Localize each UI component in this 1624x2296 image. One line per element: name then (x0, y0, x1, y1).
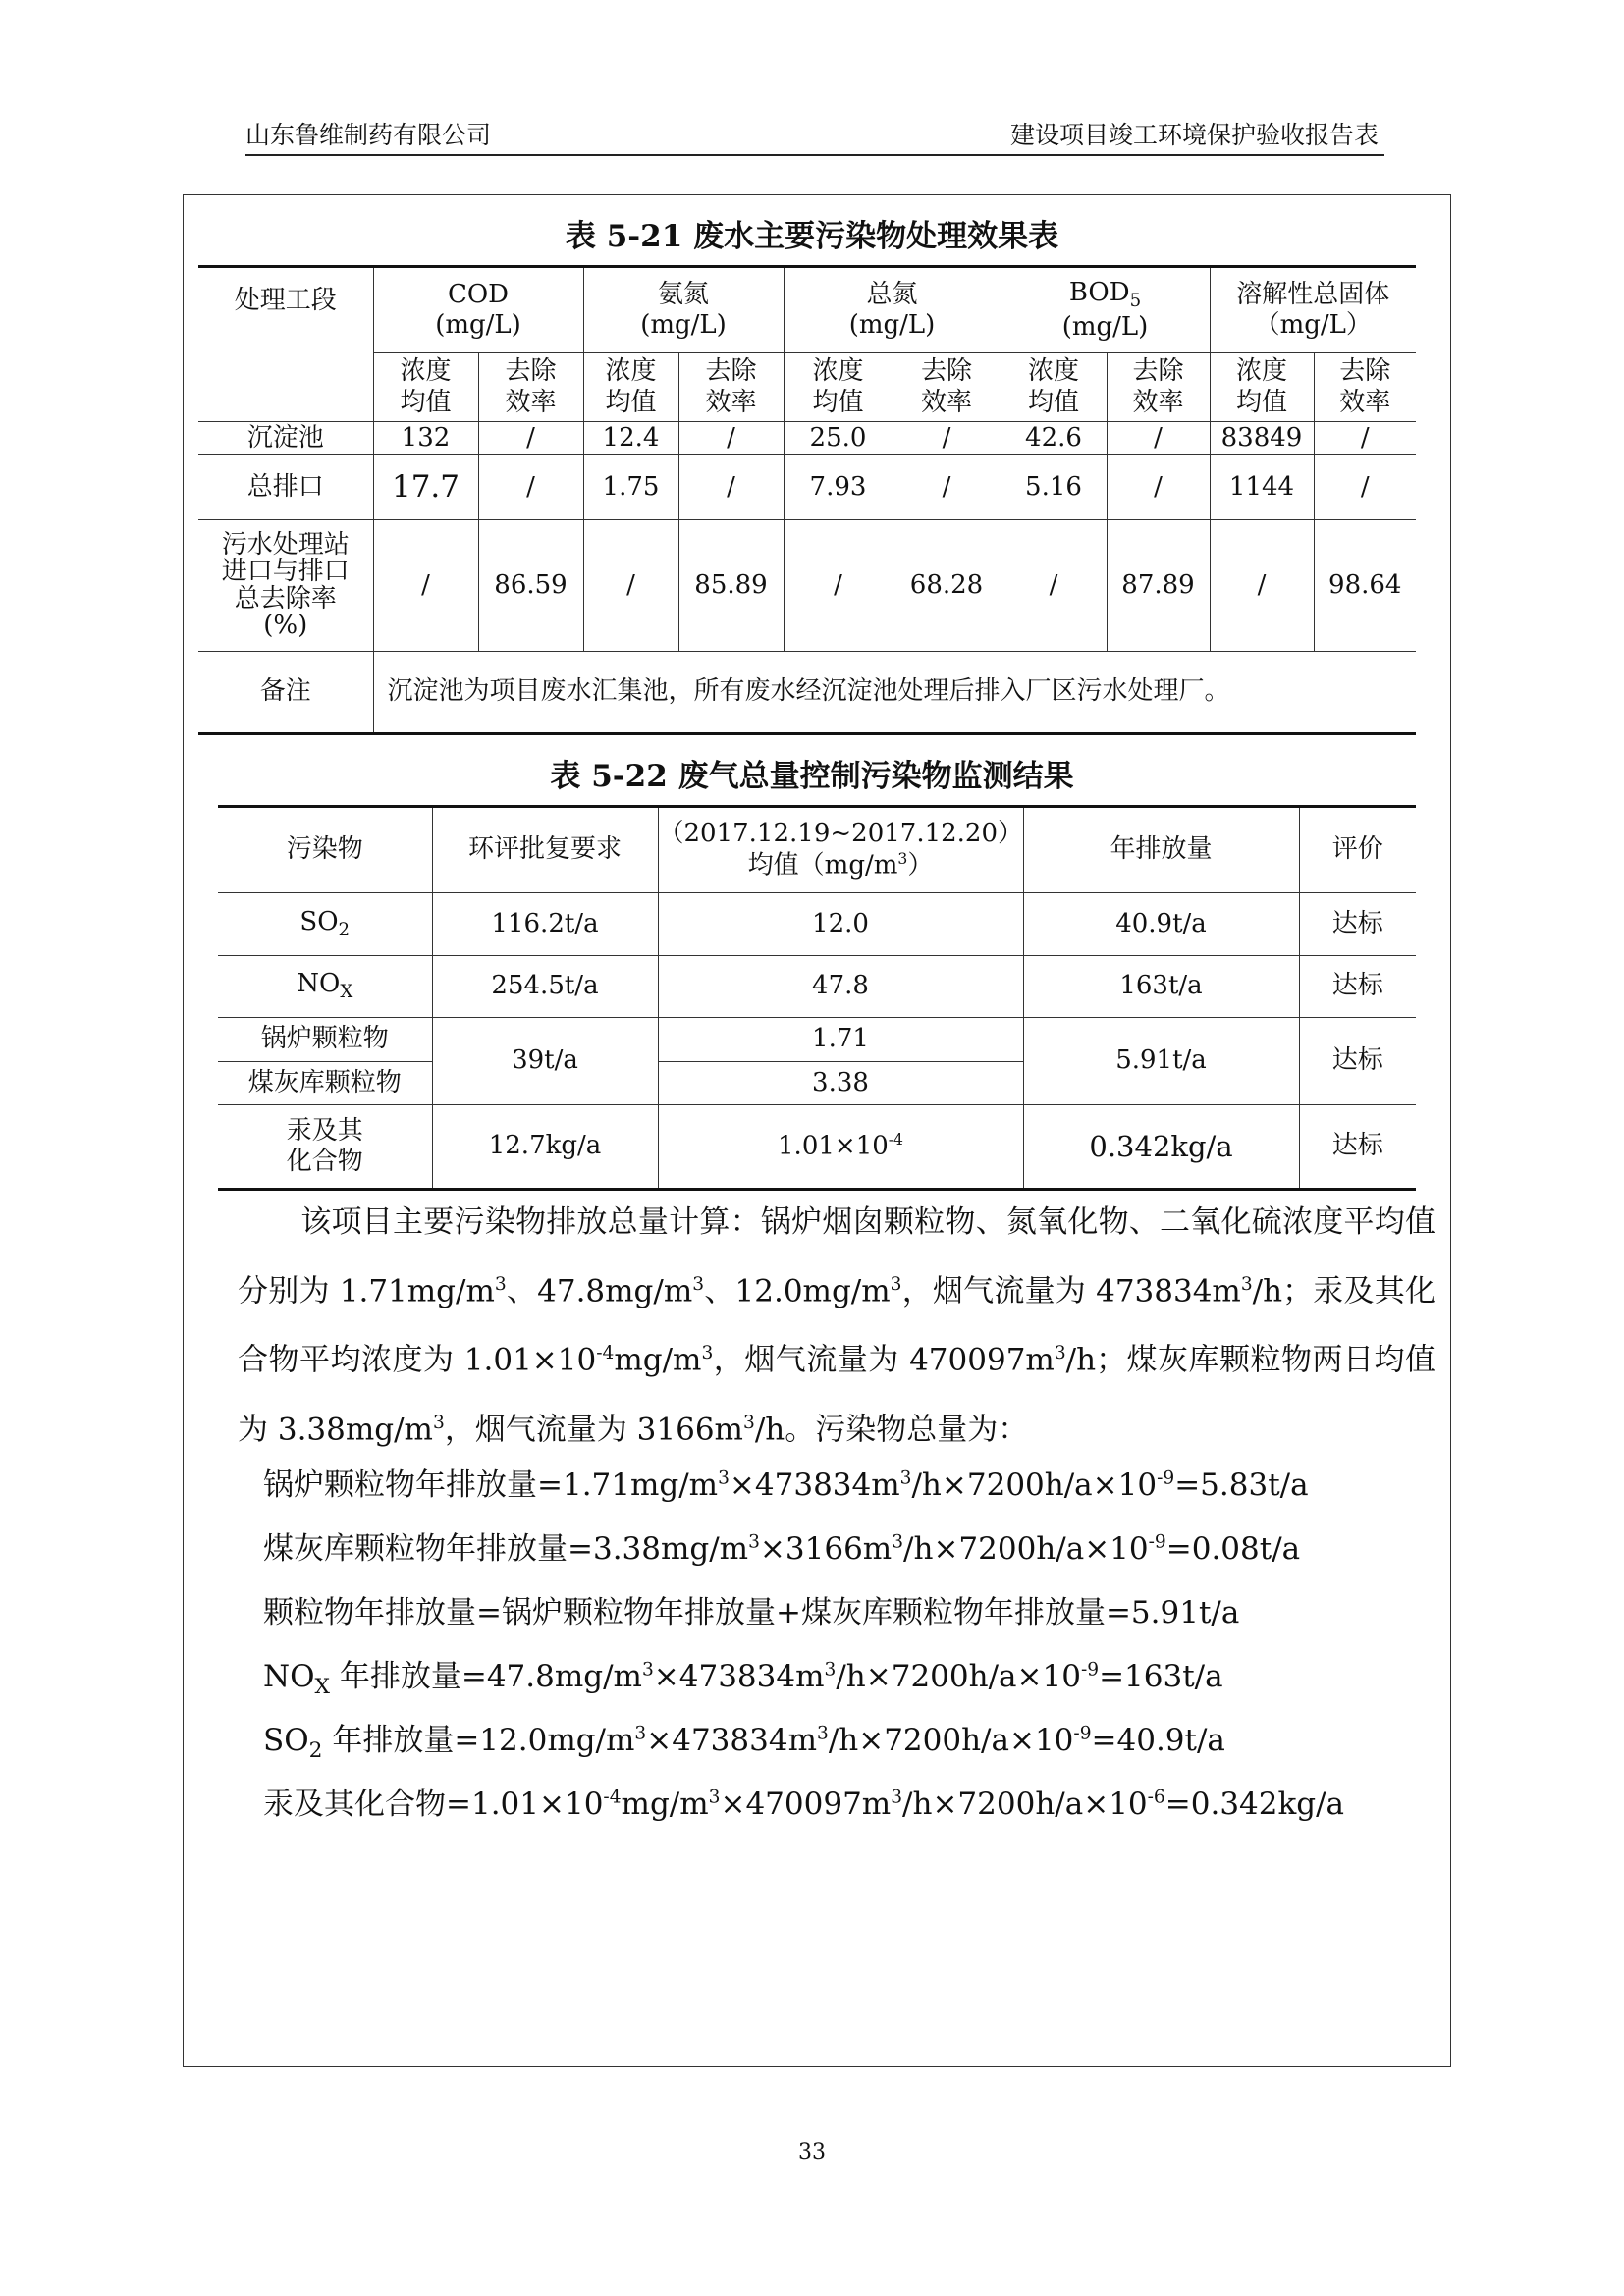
table-cell: / (678, 422, 784, 455)
formula-coal-ash-particulate: 煤灰库颗粒物年排放量$=3.38mg/m^3\times 3166m^3/h\times 7200h/a\times 10^{-9}=0.08t/a$ (263, 1531, 1301, 1567)
table-cell: 17.7 (373, 455, 478, 520)
sub-header-concentration: 浓度 均值 (583, 353, 678, 422)
table-cell: 达标 (1299, 1105, 1416, 1190)
table-cell: 25.0 (784, 422, 893, 455)
header-rule (245, 154, 1384, 156)
page-number: 33 (798, 2140, 826, 2164)
calculation-paragraph: 该项目主要污染物排放总量计算：锅炉烟囱颗粒物、氮氧化物、二氧化硫浓度平均值分别为 $1.71mg/m^3$、$47.8mg/m^3$、$12.0mg/m^3$，烟气流量为 $473834m^3/h$；汞及其化合物平均浓度为 $1.01\times 10^{-4}mg/m^3$，烟气流量为 $470097m^3/h$；煤灰库颗粒物两日均值为 $3.38mg/m^3$，烟气流量为 $3166m^3/h$。污染物总量为： (238, 1204, 1435, 1447)
row-label: 沉淀池 (198, 422, 373, 455)
header-pollutant: 污染物 (218, 807, 432, 893)
table-cell: 86.59 (478, 520, 583, 652)
table-cell: / (784, 520, 893, 652)
sub-header-concentration: 浓度 均值 (373, 353, 478, 422)
table-cell: 83849 (1210, 422, 1314, 455)
sub-header-removal: 去除 效率 (678, 353, 784, 422)
group-header-tds: 溶解性总固体 （mg/L） (1210, 267, 1416, 353)
table-cell: / (1107, 422, 1210, 455)
wastewater-table (198, 265, 1416, 735)
table-cell: 1.71 (658, 1018, 1023, 1062)
group-header-total-nitrogen: 总氮 (mg/L) (784, 267, 1001, 353)
table-cell: / (478, 422, 583, 455)
table-row (198, 422, 1416, 455)
pollutant-cell: $SO_2$ (218, 893, 432, 956)
table-cell: / (1314, 422, 1416, 455)
formula-mercury: 汞及其化合物$=1.01\times 10^{-4}mg/m^3\times 470097m^3/h\times 7200h/a\times 10^{-6}=0.342kg/a$ (263, 1787, 1345, 1822)
table-cell: 116.2t/a (432, 893, 658, 956)
table-cell: 达标 (1299, 893, 1416, 956)
table2-caption: 表 5-22 废气总量控制污染物监测结果 (550, 759, 1074, 794)
table-cell: $1.01\times 10^{-4}$ (658, 1105, 1023, 1190)
header-company: 山东鲁维制药有限公司 (245, 121, 492, 149)
table-cell: 39t/a (432, 1018, 658, 1105)
table-cell: / (678, 455, 784, 520)
table-cell: 达标 (1299, 956, 1416, 1018)
table-cell: / (583, 520, 678, 652)
table-cell: 98.64 (1314, 520, 1416, 652)
group-header-cod: COD (mg/L) (373, 267, 583, 353)
header-requirement: 环评批复要求 (432, 807, 658, 893)
table-cell: 68.28 (893, 520, 1001, 652)
table-row (218, 956, 1416, 1018)
table-cell: 1144 (1210, 455, 1314, 520)
table-cell: / (1314, 455, 1416, 520)
table-cell: 12.7kg/a (432, 1105, 658, 1190)
table-cell: 40.9t/a (1023, 893, 1299, 956)
note-text: 沉淀池为项目废水汇集池，所有废水经沉淀池处理后排入厂区污水处理厂。 (373, 652, 1416, 734)
table-row (198, 520, 1416, 652)
table-cell: / (1210, 520, 1314, 652)
table-cell: 达标 (1299, 1018, 1416, 1105)
pollutant-cell: $NO_X$ (218, 956, 432, 1018)
formula-nox: $NO_X$ 年排放量$=47.8mg/m^3\times 473834m^3/h\times 7200h/a\times 10^{-9}=163t/a$ (263, 1659, 1223, 1700)
table1-caption: 表 5-21 废水主要污染物处理效果表 (565, 219, 1059, 254)
table-cell: 132 (373, 422, 478, 455)
sub-header-concentration: 浓度 均值 (1210, 353, 1314, 422)
table-cell: 254.5t/a (432, 956, 658, 1018)
table-row (218, 1105, 1416, 1190)
table-cell: / (1107, 455, 1210, 520)
table-cell: 7.93 (784, 455, 893, 520)
header-mean: （2017.12.19~2017.12.20） 均值$(mg/m^3)$ (658, 807, 1023, 893)
pollutant-cell: 锅炉颗粒物 (218, 1018, 432, 1062)
header-evaluation: 评价 (1299, 807, 1416, 893)
sub-header-concentration: 浓度 均值 (1001, 353, 1107, 422)
header-report-title: 建设项目竣工环境保护验收报告表 (1009, 121, 1379, 149)
sub-header-removal: 去除 效率 (1107, 353, 1210, 422)
pollutant-cell: 煤灰库颗粒物 (218, 1062, 432, 1105)
table-cell: 85.89 (678, 520, 784, 652)
formula-total-particulate: 颗粒物年排放量=锅炉颗粒物年排放量+煤灰库颗粒物年排放量=5.91t/a (263, 1595, 1240, 1630)
note-label: 备注 (198, 652, 373, 734)
sub-header-concentration: 浓度 均值 (784, 353, 893, 422)
table-cell: 163t/a (1023, 956, 1299, 1018)
row-label: 污水处理站 进口与排口 总去除率 (%) (198, 520, 373, 652)
sub-header-removal: 去除 效率 (478, 353, 583, 422)
table-cell: 87.89 (1107, 520, 1210, 652)
header-annual: 年排放量 (1023, 807, 1299, 893)
table-cell: / (893, 422, 1001, 455)
table-cell: / (373, 520, 478, 652)
table-cell: 1.75 (583, 455, 678, 520)
table-cell: 5.16 (1001, 455, 1107, 520)
sub-header-removal: 去除 效率 (1314, 353, 1416, 422)
table-cell: / (1001, 520, 1107, 652)
table-cell: / (893, 455, 1001, 520)
table-cell: / (478, 455, 583, 520)
group-header-ammonia: 氨氮 (mg/L) (583, 267, 784, 353)
group-header-bod5: $BOD_5$ (mg/L) (1001, 267, 1210, 353)
table-row (218, 1018, 1416, 1062)
table-cell: 0.342kg/a (1023, 1105, 1299, 1190)
formula-boiler-particulate: 锅炉颗粒物年排放量$=1.71mg/m^3\times 473834m^3/h\times 7200h/a\times 10^{-9}=5.83t/a$ (263, 1468, 1309, 1503)
stage-header: 处理工段 (198, 267, 373, 422)
table-cell: 12.0 (658, 893, 1023, 956)
table-cell: 5.91t/a (1023, 1018, 1299, 1105)
pollutant-cell: 汞及其 化合物 (218, 1105, 432, 1190)
table-cell: 3.38 (658, 1062, 1023, 1105)
table-cell: 12.4 (583, 422, 678, 455)
table-cell: 42.6 (1001, 422, 1107, 455)
table-row (218, 893, 1416, 956)
sub-header-removal: 去除 效率 (893, 353, 1001, 422)
table-row (198, 652, 1416, 734)
table-cell: 47.8 (658, 956, 1023, 1018)
table-row (198, 455, 1416, 520)
emissions-table (218, 805, 1416, 1191)
formula-so2: $SO_2$ 年排放量$=12.0mg/m^3\times 473834m^3/h\times 7200h/a\times 10^{-9}=40.9t/a$ (263, 1723, 1225, 1764)
row-label: 总排口 (198, 455, 373, 520)
